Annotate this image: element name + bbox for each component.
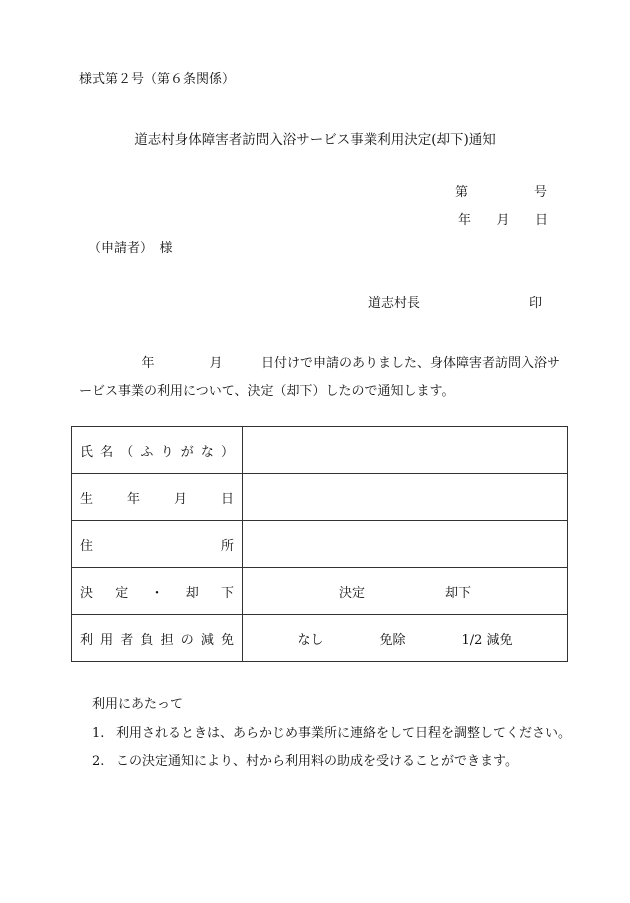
row-label-char: 定 (115, 585, 129, 601)
row-label-char: 者 (120, 632, 134, 648)
row-label (72, 615, 243, 662)
row-label-char: 年 (126, 491, 140, 507)
row-label-char: 減 (200, 632, 214, 648)
note-item (92, 722, 571, 741)
row-label (72, 474, 243, 521)
row-label-char: な (200, 444, 214, 460)
date-month: 月 (496, 213, 510, 228)
row-option: 却下 (445, 585, 472, 601)
table-row-fee-reduction (72, 615, 568, 662)
body-year: 年 (141, 356, 155, 371)
number-prefix: 第 (455, 185, 469, 200)
table-row-birth-date (72, 474, 568, 521)
number-suffix: 号 (533, 185, 547, 200)
row-option: 1/2 減免 (461, 632, 513, 648)
note-item (92, 750, 518, 769)
form-number: 様式第２号（第６条関係） (79, 72, 236, 87)
row-label-char: 免 (220, 632, 234, 648)
row-label (72, 427, 243, 474)
row-label-char: 住 (80, 538, 94, 554)
row-label-char: の (180, 632, 194, 648)
row-label (72, 521, 243, 568)
row-label-char: り (160, 444, 174, 460)
row-label-char: 所 (220, 538, 234, 554)
document-title: 道志村身体障害者訪問入浴サービス事業利用決定(却下)通知 (134, 132, 496, 148)
note-text: 利用されるときは、あらかじめ事業所に連絡をして日程を調整してください。 (116, 726, 572, 741)
row-value-cell (243, 615, 568, 662)
row-option: 免除 (379, 632, 406, 648)
row-label-char: 決 (80, 585, 94, 601)
note-number: 2. (92, 754, 105, 769)
issuer-name: 道志村長 (368, 296, 421, 311)
row-label-char: 名 (100, 444, 114, 460)
date-day: 日 (534, 213, 548, 228)
document-number-line (455, 181, 547, 200)
row-label-char: 負 (140, 632, 154, 648)
row-label-char: が (180, 444, 194, 460)
row-label-char: ふ (140, 444, 154, 460)
issuer-seal: 印 (528, 296, 542, 311)
row-label-char: 却 (185, 585, 199, 601)
applicant-addressee: （申請者） 様 (88, 241, 173, 256)
row-label-char: 用 (100, 632, 114, 648)
row-label-char: 担 (160, 632, 174, 648)
table-row-address (72, 521, 568, 568)
table-row-name-furigana (72, 427, 568, 474)
row-label-char: 氏 (80, 444, 94, 460)
row-option: なし (297, 632, 324, 648)
row-label-char: 利 (80, 632, 94, 648)
row-label-char: （ (120, 444, 134, 460)
row-value-cell (243, 568, 568, 615)
row-label-char: ・ (150, 585, 164, 601)
note-text: この決定通知により、村から利用料の助成を受けることができます。 (116, 754, 518, 769)
date-year: 年 (458, 213, 472, 228)
notes-title: 利用にあたって (92, 697, 184, 712)
row-label-char: 生 (80, 491, 94, 507)
row-label-char: 下 (220, 585, 234, 601)
row-option: 決定 (338, 585, 365, 601)
note-number: 1. (92, 726, 105, 741)
issuer-line (368, 292, 542, 311)
row-label (72, 568, 243, 615)
body-text: 日付けで申請のありました、身体障害者訪問入浴サービス事業の利用について、決定（却下）したので通知します。 (79, 356, 561, 399)
row-label-char: 月 (173, 491, 187, 507)
issue-date-line (458, 209, 548, 228)
table-row-decision (72, 568, 568, 615)
applicant-info-table (71, 426, 568, 662)
row-value-cell[interactable] (243, 474, 568, 521)
notice-body (79, 350, 571, 406)
row-label-char: ） (220, 444, 234, 460)
body-month: 月 (209, 356, 223, 371)
row-value-cell[interactable] (243, 521, 568, 568)
row-label-char: 日 (220, 491, 234, 507)
row-value-cell[interactable] (243, 427, 568, 474)
